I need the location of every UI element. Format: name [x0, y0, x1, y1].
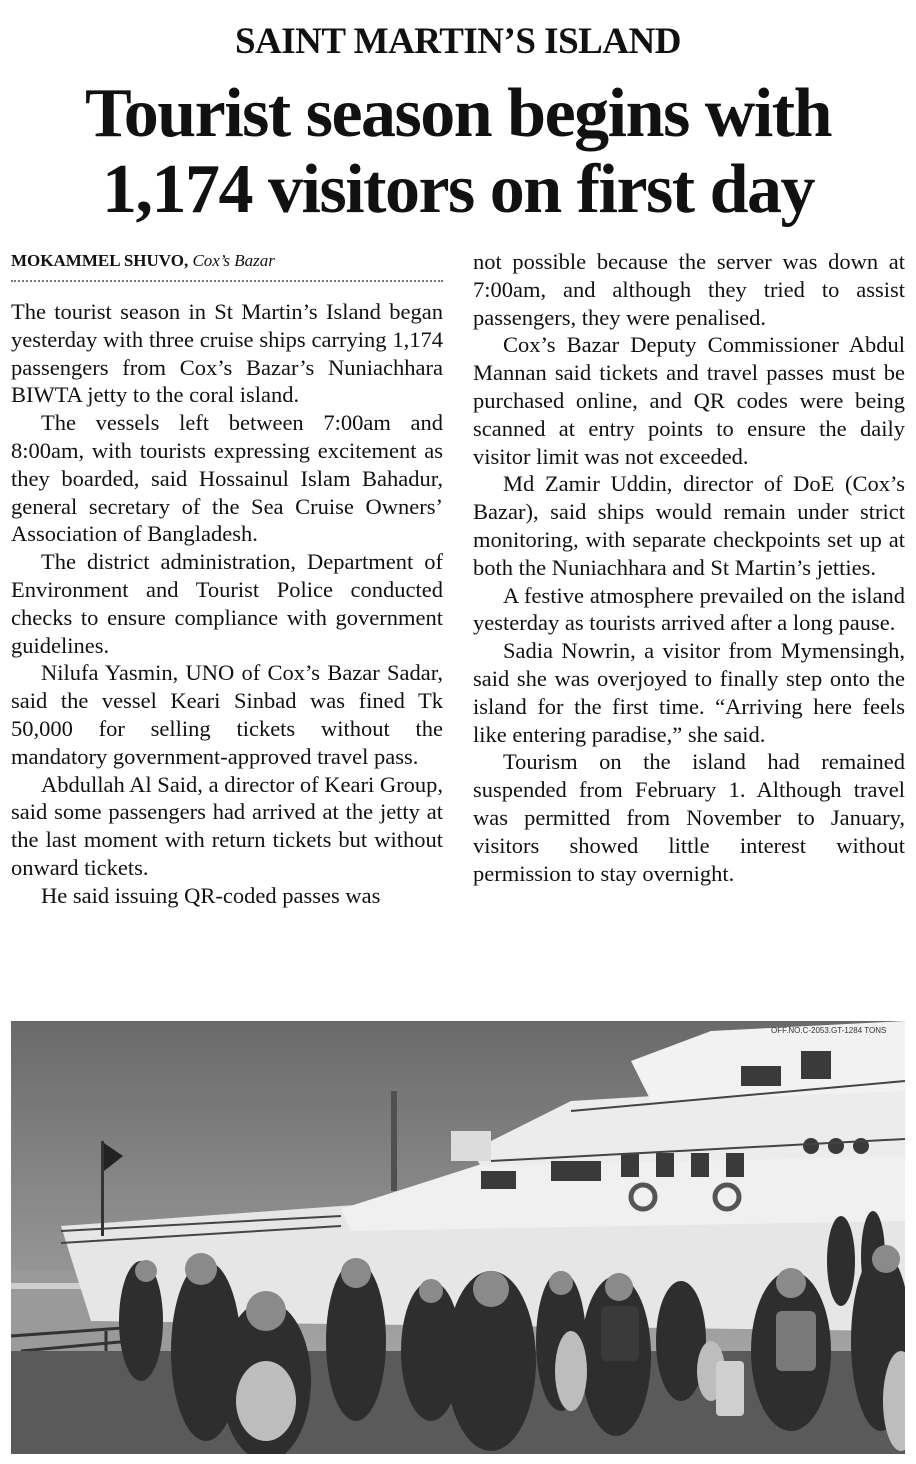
byline	[11, 250, 443, 272]
byline-divider	[11, 280, 443, 282]
news-photo	[11, 1021, 905, 1454]
headline	[0, 76, 916, 228]
paragraph: Cox’s Bazar Deputy Commissioner Abdul Mannan said tickets and travel passes must be purchased online, and QR codes were being scanned at entry points to ensure the daily visitor limit was not exceeded.	[473, 332, 905, 469]
article-column-left	[11, 298, 443, 910]
paragraph: not possible because the server was down at 7:00am, and although they tried to assist passengers, they were penalised.	[473, 249, 905, 330]
byline-author: MOKAMMEL SHUVO,	[11, 251, 189, 270]
paragraph: Abdullah Al Said, a director of Keari Group, said some passengers had arrived at the jetty at the last moment with return tickets but without onward tickets.	[11, 771, 443, 880]
hull-marking: OFF.NO.C-2053.GT-1284 TONS	[771, 1026, 887, 1035]
article-column-right	[473, 248, 905, 887]
paragraph: The vessels left between 7:00am and 8:00am, with tourists expressing excitement as they boarded, said Hossainul Islam Bahadur, general secretary of the Sea Cruise Owners’ Association of Bangladesh.	[11, 410, 443, 547]
paragraph: He said issuing QR-coded passes was	[41, 882, 381, 908]
paragraph: Md Zamir Uddin, director of DoE (Cox’s Bazar), said ships would remain under strict monitoring, with separate checkpoints set up at both the Nuniachhara and St Martin’s jetties.	[473, 471, 905, 580]
byline-location: Cox’s Bazar	[192, 251, 275, 270]
paragraph: The tourist season in St Martin’s Island began yesterday with three cruise ships carrying 1,174 passengers from Cox’s Bazar’s Nuniachhara BIWTA jetty to the coral island.	[11, 299, 443, 408]
paragraph: Tourism on the island had remained suspended from February 1. Although travel was permitted from November to January, visitors showed little interest without permission to stay overnight.	[473, 749, 905, 886]
paragraph: Sadia Nowrin, a visitor from Mymensingh, said she was overjoyed to finally step onto the island for the first time. “Arriving here feels like entering paradise,” she said.	[473, 638, 905, 747]
paragraph: Nilufa Yasmin, UNO of Cox’s Bazar Sadar, said the vessel Keari Sinbad was fined Tk 50,000 for selling tickets without the mandatory government-approved travel pass.	[11, 660, 443, 769]
section-kicker: SAINT MARTIN’S ISLAND	[234, 21, 681, 62]
paragraph: A festive atmosphere prevailed on the island yesterday as tourists arrived after a long pause.	[473, 582, 905, 636]
headline-line-2: 1,174 visitors on first day	[102, 151, 814, 228]
paragraph: The district administration, Department of Environment and Tourist Police conducted checks to ensure compliance with government guidelines.	[11, 549, 443, 658]
headline-line-1: Tourist season begins with	[84, 75, 832, 152]
